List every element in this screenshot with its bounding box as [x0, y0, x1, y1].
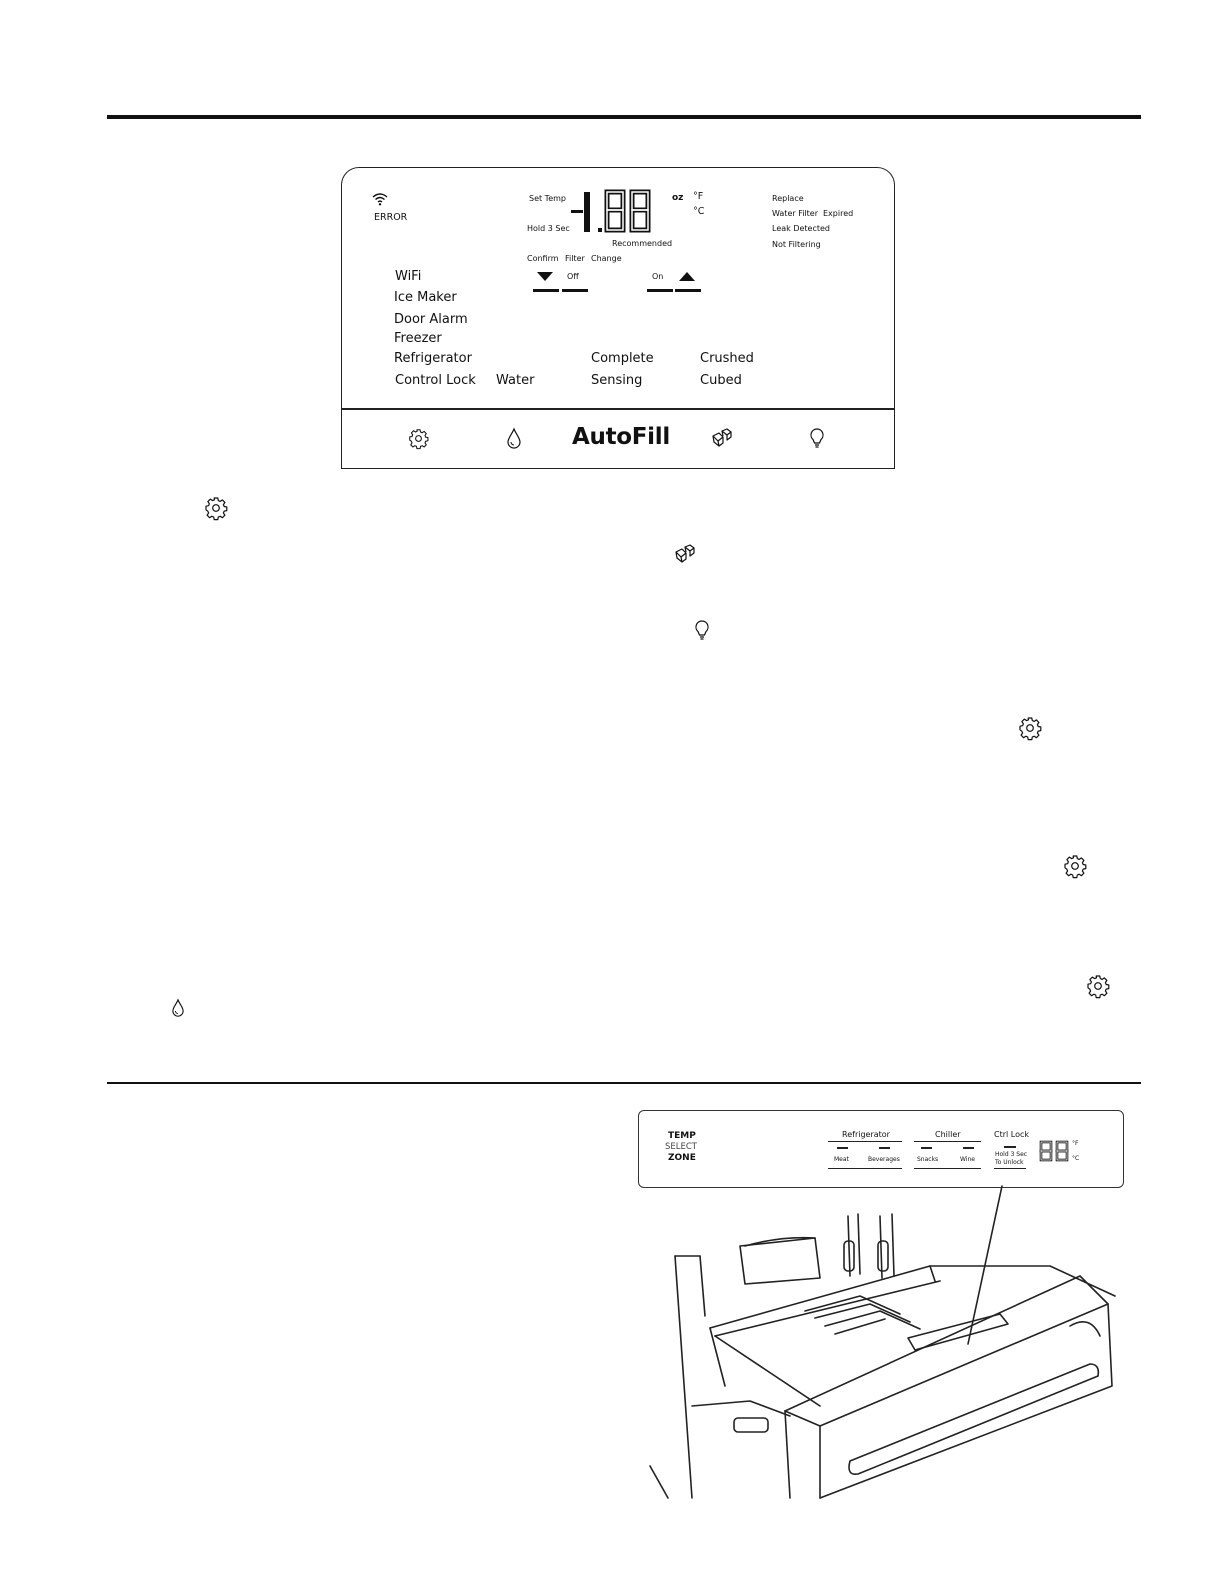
meat-label[interactable]: Meat: [834, 1156, 849, 1163]
complete-label: Complete: [591, 351, 654, 366]
off-bar: [562, 289, 588, 292]
light-bulb-icon: [695, 620, 709, 641]
beverages-label[interactable]: Beverages: [868, 1156, 900, 1163]
control-lock-label: Control Lock: [395, 373, 476, 388]
ice-cubes-icon: [674, 544, 696, 564]
ctrl-lock-label[interactable]: Ctrl Lock: [994, 1130, 1030, 1139]
crushed-label: Crushed: [700, 351, 754, 366]
hold-3-sec-label: Hold 3 Sec: [527, 224, 570, 233]
refrigerator-drawer-illustration: [630, 1186, 1150, 1498]
chiller-underline: [914, 1141, 981, 1142]
cubed-label: Cubed: [700, 373, 742, 388]
ice-cubes-icon[interactable]: [711, 428, 733, 448]
gear-icon: [1063, 854, 1087, 878]
unit-oz-label: oz: [672, 193, 684, 203]
panel-divider: [341, 408, 895, 410]
temp-label: TEMP: [668, 1131, 696, 1141]
on-bar: [647, 289, 673, 292]
water-label: Water: [496, 373, 535, 388]
gear-icon: [204, 496, 228, 520]
down-arrow-icon[interactable]: [537, 272, 553, 282]
refrigerator-bottom-line: [828, 1168, 902, 1169]
temp-unit-c: °C: [1072, 1155, 1080, 1162]
door-alarm-label: Door Alarm: [394, 312, 468, 327]
freezer-label: Freezer: [394, 331, 442, 346]
up-arrow-icon[interactable]: [679, 272, 695, 282]
snacks-indicator: [921, 1147, 932, 1149]
off-label: Off: [567, 272, 579, 281]
confirm-label: Confirm: [527, 254, 559, 263]
meat-indicator: [837, 1147, 848, 1149]
ice-maker-label: Ice Maker: [394, 290, 457, 305]
leak-detected-label: Leak Detected: [772, 224, 830, 233]
water-filter-label: Water Filter: [772, 209, 819, 218]
light-bulb-icon[interactable]: [810, 428, 824, 449]
filter-label: Filter: [565, 254, 585, 263]
wine-label[interactable]: Wine: [960, 1156, 975, 1163]
temp-digits-display: [1039, 1140, 1071, 1162]
on-label: On: [652, 272, 664, 281]
refrigerator-label: Refrigerator: [394, 351, 472, 366]
change-label: Change: [591, 254, 622, 263]
expired-label: Expired: [823, 209, 854, 218]
refrigerator-zone-label: Refrigerator: [842, 1130, 890, 1139]
to-unlock-label: To Unlock: [995, 1159, 1024, 1166]
sensing-label: Sensing: [591, 373, 643, 388]
top-rule: [107, 115, 1141, 119]
beverages-indicator: [879, 1147, 890, 1149]
down-bar: [533, 289, 559, 292]
water-drop-icon[interactable]: [507, 428, 521, 449]
unit-f-label: °F: [693, 191, 704, 202]
gear-icon: [1018, 716, 1042, 740]
wifi-icon: [372, 192, 388, 206]
snacks-label[interactable]: Snacks: [917, 1156, 939, 1163]
autofill-button[interactable]: AutoFill: [572, 424, 670, 450]
wine-indicator: [963, 1147, 974, 1149]
gear-icon[interactable]: [408, 428, 429, 449]
zone-label: ZONE: [668, 1153, 696, 1163]
ctrl-lock-indicator: [1004, 1146, 1016, 1148]
recommended-label: Recommended: [612, 239, 673, 248]
not-filtering-label: Not Filtering: [772, 240, 821, 249]
set-temp-label: Set Temp: [529, 194, 566, 203]
wifi-error-label: ERROR: [374, 212, 408, 223]
hold-3-sec-unlock-label: Hold 3 Sec: [995, 1151, 1028, 1158]
temp-unit-f: °F: [1072, 1140, 1079, 1147]
ctrl-lock-bottom-line: [994, 1168, 1026, 1169]
water-drop-icon: [172, 999, 184, 1017]
up-bar: [675, 289, 701, 292]
unit-c-label: °C: [693, 206, 705, 217]
chiller-label: Chiller: [935, 1130, 961, 1139]
section-rule: [107, 1082, 1141, 1084]
select-label: SELECT: [665, 1142, 697, 1152]
seven-segment-display: [570, 188, 670, 236]
refrigerator-underline: [828, 1141, 902, 1142]
gear-icon: [1086, 974, 1110, 998]
replace-label: Replace: [772, 194, 804, 203]
wifi-label: WiFi: [395, 269, 422, 284]
chiller-bottom-line: [914, 1168, 981, 1169]
